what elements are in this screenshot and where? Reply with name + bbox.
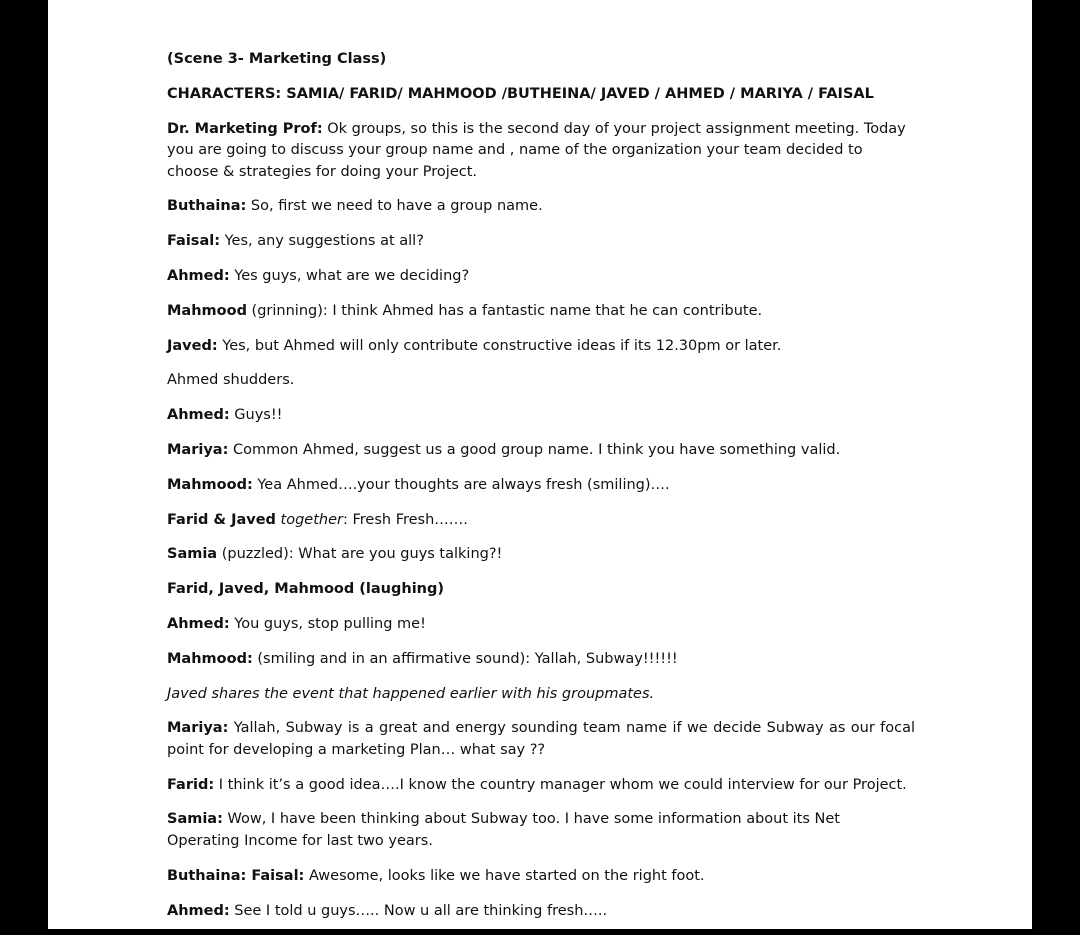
dialogue-text: Yea Ahmed….your thoughts are always fresh (smiling)…. — [252, 476, 670, 493]
dialogue-line — [167, 649, 915, 671]
dialogue-line — [167, 119, 915, 184]
dialogue-text: I think it’s a good idea….I know the country manager whom we could interview for our Project. — [214, 776, 907, 793]
dialogue-text: You guys, stop pulling me! — [229, 615, 426, 632]
dialogue-text: Yes, any suggestions at all? — [220, 233, 424, 250]
document-page — [48, 0, 1032, 929]
dialogue-text: Yes, but Ahmed will only contribute constructive ideas if its 12.30pm or later. — [217, 337, 782, 354]
speaker-name: Buthaina: — [167, 198, 247, 215]
speaker-name: Ahmed: — [167, 267, 230, 284]
speaker-name: Mahmood — [167, 302, 247, 319]
stage-direction-text: Ahmed shudders. — [167, 372, 295, 389]
speaker-name: Buthaina: Faisal: — [167, 867, 305, 884]
speaker-name: Samia: — [167, 811, 223, 828]
stage-direction-text: Javed shares the event that happened earlier with his groupmates. — [167, 685, 655, 702]
dialogue-text: Guys!! — [229, 407, 283, 424]
speaker-name: Farid: — [167, 776, 215, 793]
dialogue-text: Yes guys, what are we deciding? — [229, 267, 470, 284]
speaker-name: Ahmed: — [167, 902, 230, 919]
dialogue-text: Ok groups, so this is the second day of your project assignment meeting. Today you are going to discuss your group name and , name of the organization your team decided to choose & strategies for doing your Project. — [167, 120, 906, 180]
scene-heading: (Scene 3- Marketing Class) — [167, 51, 387, 67]
dialogue-line — [167, 475, 915, 497]
dialogue-text: Wow, I have been thinking about Subway too. I have some information about its Net Operating Income for last two years. — [167, 811, 840, 849]
dialogue-text: : Fresh Fresh……. — [343, 511, 468, 528]
dialogue-line — [167, 866, 915, 888]
speaker-name: Ahmed: — [167, 407, 230, 424]
dialogue-text: (smiling and in an affirmative sound): Yallah, Subway!!!!!! — [252, 650, 678, 667]
speaker-name: Mariya: — [167, 441, 229, 458]
script-content — [167, 49, 915, 935]
dialogue-line — [167, 266, 915, 288]
dialogue-line — [167, 809, 915, 852]
speaker-name: Farid & Javed — [167, 511, 276, 528]
speaker-name: Mahmood: — [167, 476, 253, 493]
speaker-name: Samia — [167, 546, 218, 563]
dialogue-line — [167, 405, 915, 427]
dialogue-line — [167, 440, 915, 462]
stage-direction — [167, 370, 915, 392]
dialogue-text: (puzzled): What are you guys talking?! — [217, 546, 503, 563]
speaker-name: Mahmood: — [167, 650, 253, 667]
dialogue-text: (grinning): I think Ahmed has a fantastic name that he can contribute. — [246, 302, 763, 319]
dialogue-line — [167, 231, 915, 253]
speaker-name: Javed: — [167, 337, 218, 354]
dialogue-text: Awesome, looks like we have started on the right foot. — [304, 867, 705, 884]
dialogue-line — [167, 614, 915, 636]
speaker-name: Farid, Javed, Mahmood (laughing) — [167, 581, 445, 598]
aside-text: together — [275, 511, 343, 528]
dialogue-line — [167, 718, 915, 761]
dialogue-line — [167, 544, 915, 566]
dialogue-line — [167, 579, 915, 601]
dialogue-line — [167, 775, 915, 797]
speaker-name: Faisal: — [167, 233, 220, 250]
dialogue-line — [167, 901, 915, 923]
dialogue-text: Yallah, Subway is a great and energy sounding team name if we decide Subway as our focal point for developing a marketing Plan… what say ?? — [167, 720, 915, 758]
speaker-name: Dr. Marketing Prof: — [167, 120, 323, 137]
dialogue-text: So, first we need to have a group name. — [246, 198, 543, 215]
speaker-name: Ahmed: — [167, 615, 230, 632]
dialogue-line — [167, 336, 915, 358]
dialogue-line — [167, 301, 915, 323]
speaker-name: Mariya: — [167, 720, 229, 737]
dialogue-text: Common Ahmed, suggest us a good group name. I think you have something valid. — [228, 441, 841, 458]
stage-direction — [167, 684, 915, 706]
characters-line: CHARACTERS: SAMIA/ FARID/ MAHMOOD /BUTHEINA/ JAVED / AHMED / MARIYA / FAISAL — [167, 85, 874, 102]
dialogue-line — [167, 196, 915, 218]
dialogue-text: See I told u guys….. Now u all are thinking fresh….. — [229, 902, 608, 919]
dialogue-line — [167, 510, 915, 532]
